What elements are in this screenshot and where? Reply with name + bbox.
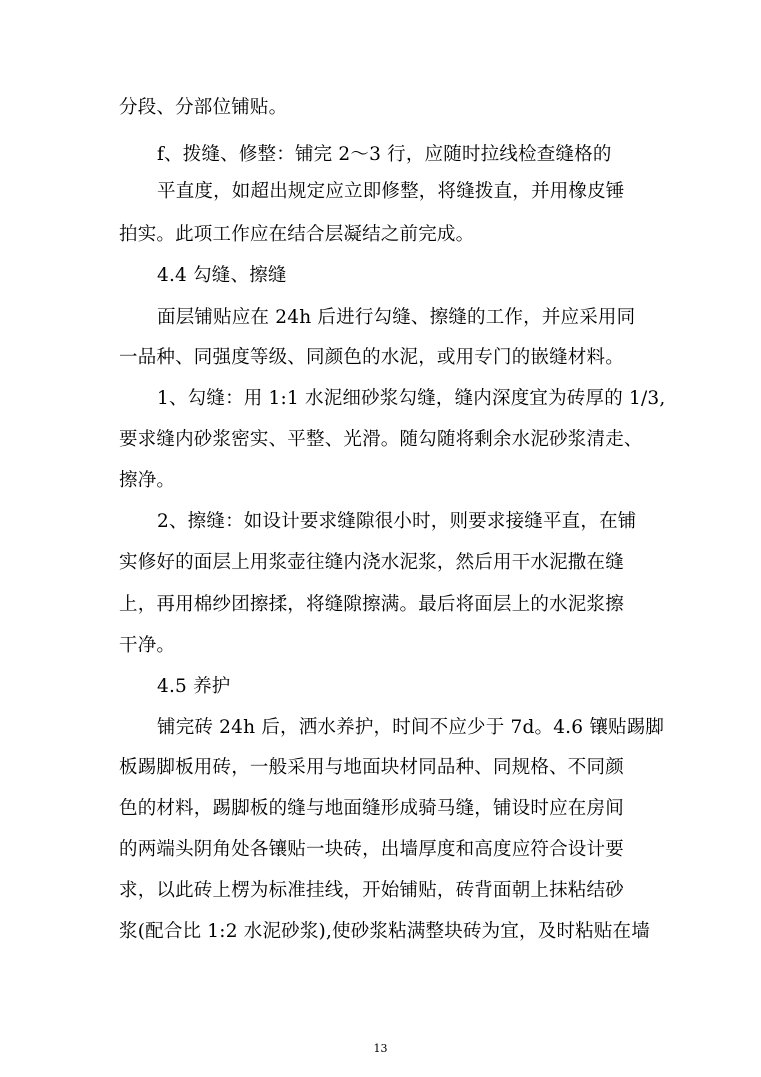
text-line-16: 铺完砖 24h 后，洒水养护，时间不应少于 7d。4.6 镶贴踢脚: [157, 717, 665, 738]
text-line-10: 擦净。: [119, 470, 176, 491]
text-line-17: 板踢脚板用砖，一般采用与地面块材同品种、同规格、不同颜: [119, 757, 624, 778]
text-line-3: 平直度，如超出规定应立即修整，将缝拨直，并用橡皮锤: [157, 181, 625, 202]
text-line-20: 求，以此砖上楞为标准挂线，开始铺贴，砖背面朝上抹粘结砂: [119, 880, 624, 901]
page-number: 13: [373, 1042, 388, 1055]
section-heading-4-5: 4.5 养护: [157, 676, 231, 697]
text-line-11: 2、擦缝：如设计要求缝隙很小时，则要求接缝平直，在铺: [157, 511, 637, 532]
text-line-14: 干净。: [119, 635, 176, 656]
text-line-4: 拍实。此项工作应在结合层凝结之前完成。: [119, 224, 475, 245]
text-line-7: 一品种、同强度等级、同颜色的水泥，或用专门的嵌缝材料。: [119, 347, 624, 368]
section-heading-4-4: 4.4 勾缝、擦缝: [157, 265, 287, 286]
text-line-19: 的两端头阴角处各镶贴一块砖，出墙厚度和高度应符合设计要: [119, 839, 624, 860]
text-line-18: 色的材料，踢脚板的缝与地面缝形成骑马缝，铺设时应在房间: [119, 798, 624, 819]
text-line-1: 分段、分部位铺贴。: [119, 97, 288, 118]
text-line-8: 1、勾缝：用 1:1 水泥细砂浆勾缝，缝内深度宜为砖厚的 1/3,: [157, 388, 666, 409]
text-line-13: 上，再用棉纱团擦揉，将缝隙擦满。最后将面层上的水泥浆擦: [119, 594, 624, 615]
text-line-2: f、拨缝、修整：铺完 2～3 行，应随时拉线检查缝格的: [157, 144, 612, 165]
text-line-21: 浆(配合比 1:2 水泥砂浆),使砂浆粘满整块砖为宜，及时粘贴在墙: [119, 921, 650, 942]
text-line-12: 实修好的面层上用浆壶往缝内浇水泥浆，然后用干水泥撒在缝: [119, 552, 624, 573]
text-line-9: 要求缝内砂浆密实、平整、光滑。随勾随将剩余水泥砂浆清走、: [119, 429, 643, 450]
text-line-6: 面层铺贴应在 24h 后进行勾缝、擦缝的工作，并应采用同: [157, 307, 636, 328]
